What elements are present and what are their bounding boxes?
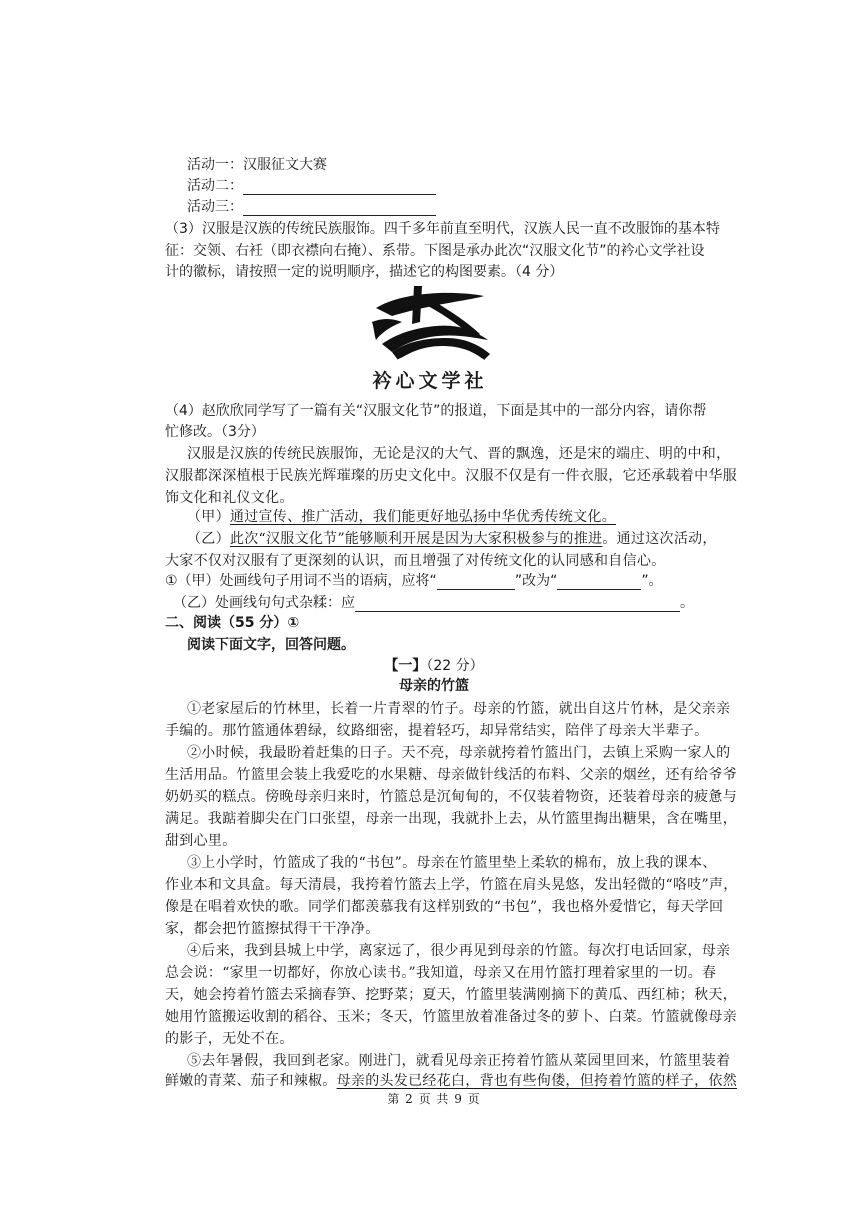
activity-2 [187, 177, 436, 195]
q4-line-2: 忙修改。（3分） [165, 424, 265, 440]
article-p1-l2: 手编的。那竹篮通体碧绿，纹路细密，提着轻巧，却异常结实，陪伴了母亲大半辈子。 [165, 723, 709, 739]
article-p4-l3: 天，她会挎着竹篮去采摘春笋、挖野菜；夏天，竹篮里装满刚摘下的黄瓜、西红柿；秋天， [165, 987, 737, 1003]
article-p4-l1: ④后来，我到县城上中学，离家远了，很少再见到母亲的竹篮。每次打电话回家，母亲 [187, 943, 731, 959]
p5-l2-plain: 鲜嫩的青菜、茄子和辣椒。 [165, 1073, 337, 1089]
logo-caption: 衿心文学社 [372, 370, 488, 392]
activity-1: 活动一：汉服征文大赛 [187, 157, 327, 173]
activity-2-blank[interactable] [243, 180, 436, 195]
activity-3-blank[interactable] [243, 201, 436, 216]
article-p4-l4: 她用竹篮搬运收割的稻谷、玉米；冬天，竹篮里放着准备过冬的萝卜、白菜。竹篮就像母亲 [165, 1009, 737, 1025]
article-p1-l1: ①老家屋后的竹林里，长着一片青翠的竹子。母亲的竹篮，就出自这片竹林，是父亲亲 [187, 701, 731, 717]
ans2-blank[interactable] [355, 597, 680, 612]
article-p4-l5: 的影子，无处不在。 [165, 1031, 294, 1047]
article-p3-l3: 像是在唱着欢快的歌。同学们都羡慕我有这样别致的“书包”，我也格外爱惜它，每天学回 [165, 899, 724, 915]
article-p4-l2: 总会说：“家里一切都好，你放心读书。”我知道，母亲又在用竹篮打理着家里的一切。春 [165, 965, 717, 981]
ans1-part-b: ”改为“ [514, 573, 558, 589]
article-p3-l4: 家，都会把竹篮擦拭得干干净净。 [165, 921, 380, 937]
q4-answer-2 [173, 594, 694, 612]
article-title: 母亲的竹篮 [399, 678, 469, 694]
q3-line-1: （3）汉服是汉族的传统民族服饰。四千多年前直至明代，汉族人民一直不改服饰的基本特 [165, 221, 720, 237]
article-p2-l3: 奶奶买的糕点。傍晚母亲归来时，竹篮总是沉甸甸的，不仅装着物资，还装着母亲的疲惫与 [165, 789, 737, 805]
article-p3-l1: ③上小学时，竹篮成了我的“书包”。母亲在竹篮里垫上柔软的棉布，放上我的课本、 [187, 855, 717, 871]
q4-passage-4: 大家不仅对汉服有了更深刻的认识，而且增强了对传统文化的认同感和自信心。 [165, 553, 666, 569]
article-p5-l1: ⑤去年暑假，我回到老家。刚进门，就看见母亲正挎着竹篮从菜园里回来，竹篮里装着 [187, 1053, 731, 1069]
activity-3 [187, 198, 436, 216]
jia-label: （甲） [187, 509, 230, 525]
ans2-part-b: 。 [680, 595, 694, 611]
article-p2-l2: 生活用品。竹篮里会装上我爱吃的水果糖、母亲做针线活的布料、父亲的烟丝，还有给爷爷 [165, 767, 737, 783]
ans2-part-a: （乙）处画线句句式杂糅：应 [173, 595, 355, 611]
ans1-blank-2[interactable] [557, 575, 641, 590]
q4-passage-1: 汉服是汉族的传统民族服饰，无论是汉的大气、晋的飘逸，还是宋的端庄、明的中和， [187, 446, 731, 462]
section-2-instruction: 阅读下面文字，回答问题。 [187, 637, 355, 653]
part-score: （22 分） [426, 658, 484, 674]
yi-rest: 。通过这次活动， [602, 531, 717, 547]
activity-2-label: 活动二： [187, 178, 243, 194]
jia-underlined: 通过宣传、推广活动，我们能更好地弘扬中华优秀传统文化。 [229, 509, 617, 525]
q4-line-1: （4）赵欣欣同学写了一篇有关“汉服文化节”的报道，下面是其中的一部分内容，请你帮 [165, 403, 707, 419]
section-2-title: 二、阅读（55 分）① [165, 615, 300, 631]
ans1-part-a: ①（甲）处画线句子用词不当的语病，应将“ [165, 573, 437, 589]
article-p3-l2: 作业本和文具盒。每天清晨，我挎着竹篮去上学，竹篮在肩头晃悠，发出轻微的“咯吱”声， [165, 877, 738, 893]
activity-3-label: 活动三： [187, 199, 243, 215]
part-heading [0, 657, 868, 675]
p5-l2-underlined: 母亲的头发已经花白，背也有些佝偻，但挎着竹篮的样子，依然 [336, 1073, 738, 1089]
ans1-part-c: ”。 [641, 573, 663, 589]
article-p5-l2 [165, 1072, 737, 1090]
q4-passage-2: 汉服都深深植根于民族光辉璀璨的历史文化中。汉服不仅是有一件衣服，它还承载着中华服 [165, 468, 737, 484]
part-label: 【一】 [384, 658, 427, 674]
q3-line-2: 征：交领、右衽（即衣襟向右掩）、系带。下图是承办此次“汉服文化节”的衿心文学社设 [165, 243, 705, 259]
q4-passage-3: 饰文化和礼仪文化。 [165, 490, 294, 506]
jinxin-logo-icon [362, 282, 502, 366]
q4-jia-line [187, 508, 616, 526]
q4-yi-line [187, 530, 717, 548]
page-footer: 第 2 页 共 9 页 [387, 1092, 481, 1106]
q4-answer-1 [165, 572, 663, 590]
yi-underlined: 此次“汉服文化节”能够顺利开展是因为大家积极参与的推进 [229, 531, 603, 547]
yi-label: （乙） [187, 531, 230, 547]
ans1-blank-1[interactable] [437, 575, 515, 590]
article-p2-l4: 满足。我踮着脚尖在门口张望，母亲一出现，我就扑上去，从竹篮里掏出糖果，含在嘴里， [165, 811, 737, 827]
article-p2-l5: 甜到心里。 [165, 833, 237, 849]
q3-line-3: 计的徽标，请按照一定的说明顺序，描述它的构图要素。（4 分） [165, 264, 564, 280]
article-p2-l1: ②小时候，我最盼着赶集的日子。天不亮，母亲就挎着竹篮出门，去镇上采购一家人的 [187, 745, 731, 761]
